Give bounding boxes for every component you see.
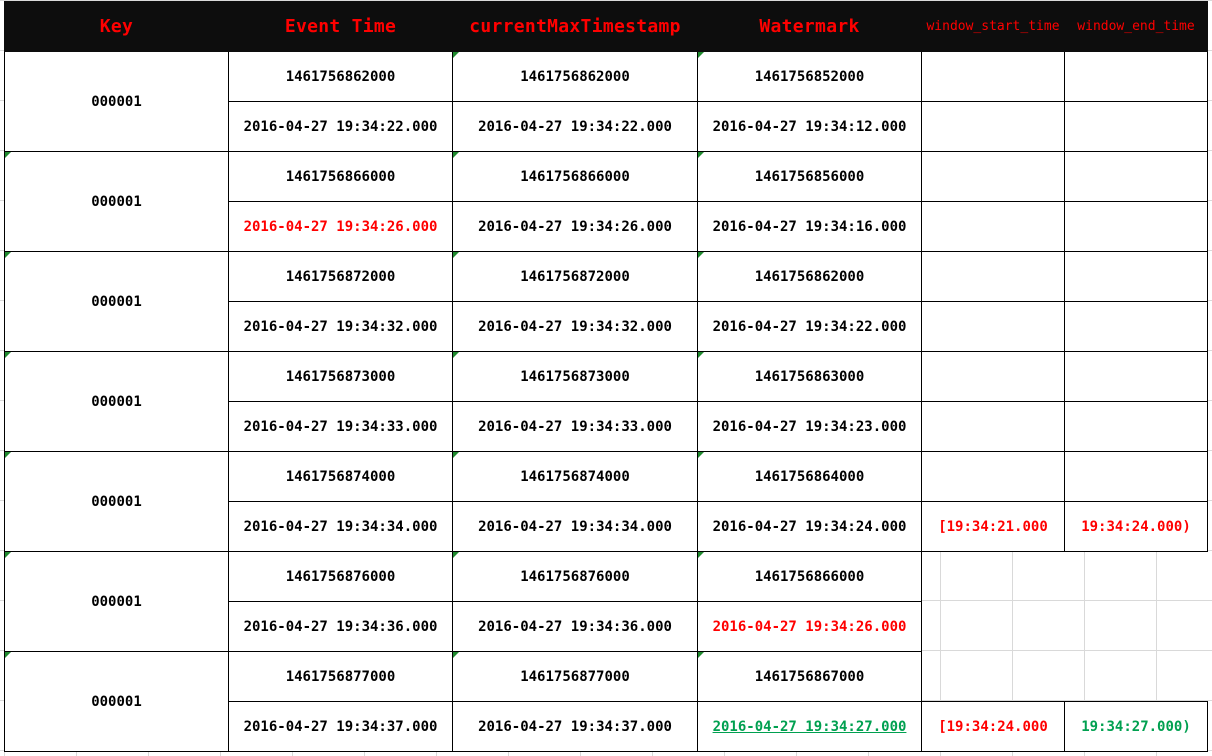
watermark-timestamp-cell[interactable]: 1461756856000 (698, 152, 922, 202)
event-timestamp-cell[interactable]: 1461756877000 (229, 652, 453, 702)
window-end-cell[interactable] (1065, 452, 1208, 502)
watermark-time-cell[interactable]: 2016-04-27 19:34:12.000 (698, 102, 922, 152)
watermark-time-cell[interactable]: 2016-04-27 19:34:23.000 (698, 402, 922, 452)
window-end-cell[interactable] (1065, 202, 1208, 252)
event-timestamp-cell[interactable]: 1461756862000 (229, 52, 453, 102)
watermark-time-cell[interactable]: 2016-04-27 19:34:26.000 (698, 602, 922, 652)
watermark-time-cell[interactable]: 2016-04-27 19:34:22.000 (698, 302, 922, 352)
max-timestamp-cell[interactable]: 1461756876000 (453, 552, 698, 602)
max-time-cell[interactable]: 2016-04-27 19:34:37.000 (453, 702, 698, 752)
key-cell[interactable]: 000001 (5, 252, 229, 352)
max-time-cell[interactable]: 2016-04-27 19:34:36.000 (453, 602, 698, 652)
event-timestamp-cell[interactable]: 1461756872000 (229, 252, 453, 302)
event-time-cell[interactable]: 2016-04-27 19:34:22.000 (229, 102, 453, 152)
table-row (5, 652, 1208, 702)
window-end-cell[interactable] (1065, 102, 1208, 152)
max-timestamp-cell[interactable]: 1461756873000 (453, 352, 698, 402)
max-timestamp-cell[interactable]: 1461756877000 (453, 652, 698, 702)
watermark-time-cell[interactable]: 2016-04-27 19:34:16.000 (698, 202, 922, 252)
max-timestamp-cell[interactable]: 1461756862000 (453, 52, 698, 102)
key-cell[interactable]: 000001 (5, 452, 229, 552)
event-time-cell[interactable]: 2016-04-27 19:34:33.000 (229, 402, 453, 452)
watermark-time-cell[interactable]: 2016-04-27 19:34:24.000 (698, 502, 922, 552)
window-end-cell[interactable] (1065, 152, 1208, 202)
window-start-cell[interactable] (922, 652, 1065, 702)
window-start-cell[interactable] (922, 452, 1065, 502)
window-end-cell[interactable]: 19:34:24.000) (1065, 502, 1208, 552)
window-start-cell[interactable] (922, 302, 1065, 352)
window-end-cell[interactable] (1065, 302, 1208, 352)
event-time-cell[interactable]: 2016-04-27 19:34:37.000 (229, 702, 453, 752)
header-watermark[interactable]: Watermark (698, 2, 922, 52)
header-current-max-timestamp[interactable]: currentMaxTimestamp (453, 2, 698, 52)
window-start-cell[interactable] (922, 402, 1065, 452)
watermark-timestamp-cell[interactable]: 1461756864000 (698, 452, 922, 502)
key-cell[interactable]: 000001 (5, 152, 229, 252)
event-time-cell[interactable]: 2016-04-27 19:34:36.000 (229, 602, 453, 652)
window-end-cell[interactable] (1065, 252, 1208, 302)
watermark-table (4, 1, 1208, 752)
watermark-timestamp-cell[interactable]: 1461756862000 (698, 252, 922, 302)
window-end-cell[interactable] (1065, 402, 1208, 452)
watermark-timestamp-cell[interactable]: 1461756866000 (698, 552, 922, 602)
key-cell[interactable]: 000001 (5, 652, 229, 752)
header-window-start-time[interactable]: window_start_time (922, 2, 1065, 52)
window-start-cell[interactable] (922, 352, 1065, 402)
window-end-cell[interactable] (1065, 552, 1208, 602)
key-cell[interactable]: 000001 (5, 552, 229, 652)
event-time-cell[interactable]: 2016-04-27 19:34:26.000 (229, 202, 453, 252)
window-start-cell[interactable] (922, 202, 1065, 252)
window-start-cell[interactable] (922, 102, 1065, 152)
window-start-cell[interactable] (922, 52, 1065, 102)
window-end-cell[interactable] (1065, 652, 1208, 702)
watermark-timestamp-cell[interactable]: 1461756852000 (698, 52, 922, 102)
event-timestamp-cell[interactable]: 1461756866000 (229, 152, 453, 202)
window-start-cell[interactable]: [19:34:21.000 (922, 502, 1065, 552)
max-time-cell[interactable]: 2016-04-27 19:34:34.000 (453, 502, 698, 552)
event-timestamp-cell[interactable]: 1461756874000 (229, 452, 453, 502)
table-row (5, 352, 1208, 402)
key-cell[interactable]: 000001 (5, 352, 229, 452)
max-timestamp-cell[interactable]: 1461756866000 (453, 152, 698, 202)
watermark-time-cell[interactable] (698, 702, 922, 752)
window-start-cell[interactable]: [19:34:24.000 (922, 702, 1065, 752)
window-start-cell[interactable] (922, 552, 1065, 602)
window-start-cell[interactable] (922, 602, 1065, 652)
watermark-timestamp-cell[interactable]: 1461756863000 (698, 352, 922, 402)
window-end-cell[interactable] (1065, 602, 1208, 652)
window-end-cell[interactable] (1065, 352, 1208, 402)
event-time-cell[interactable]: 2016-04-27 19:34:32.000 (229, 302, 453, 352)
max-time-cell[interactable]: 2016-04-27 19:34:26.000 (453, 202, 698, 252)
event-timestamp-cell[interactable]: 1461756876000 (229, 552, 453, 602)
table-row (5, 52, 1208, 102)
event-timestamp-cell[interactable]: 1461756873000 (229, 352, 453, 402)
watermark-time-text: 2016-04-27 19:34:27.000 (712, 718, 907, 735)
max-time-cell[interactable]: 2016-04-27 19:34:22.000 (453, 102, 698, 152)
header-window-end-time[interactable]: window_end_time (1065, 2, 1208, 52)
table-row (5, 252, 1208, 302)
key-cell[interactable]: 000001 (5, 52, 229, 152)
window-end-cell[interactable] (1065, 52, 1208, 102)
max-timestamp-cell[interactable]: 1461756872000 (453, 252, 698, 302)
header-event-time[interactable]: Event Time (229, 2, 453, 52)
max-time-cell[interactable]: 2016-04-27 19:34:33.000 (453, 402, 698, 452)
window-start-cell[interactable] (922, 152, 1065, 202)
table-row (5, 452, 1208, 502)
header-key[interactable]: Key (5, 2, 229, 52)
window-start-cell[interactable] (922, 252, 1065, 302)
max-timestamp-cell[interactable]: 1461756874000 (453, 452, 698, 502)
window-end-cell[interactable]: 19:34:27.000) (1065, 702, 1208, 752)
table-row (5, 152, 1208, 202)
header-row (5, 2, 1208, 52)
event-time-cell[interactable]: 2016-04-27 19:34:34.000 (229, 502, 453, 552)
watermark-timestamp-cell[interactable]: 1461756867000 (698, 652, 922, 702)
table-row (5, 552, 1208, 602)
max-time-cell[interactable]: 2016-04-27 19:34:32.000 (453, 302, 698, 352)
